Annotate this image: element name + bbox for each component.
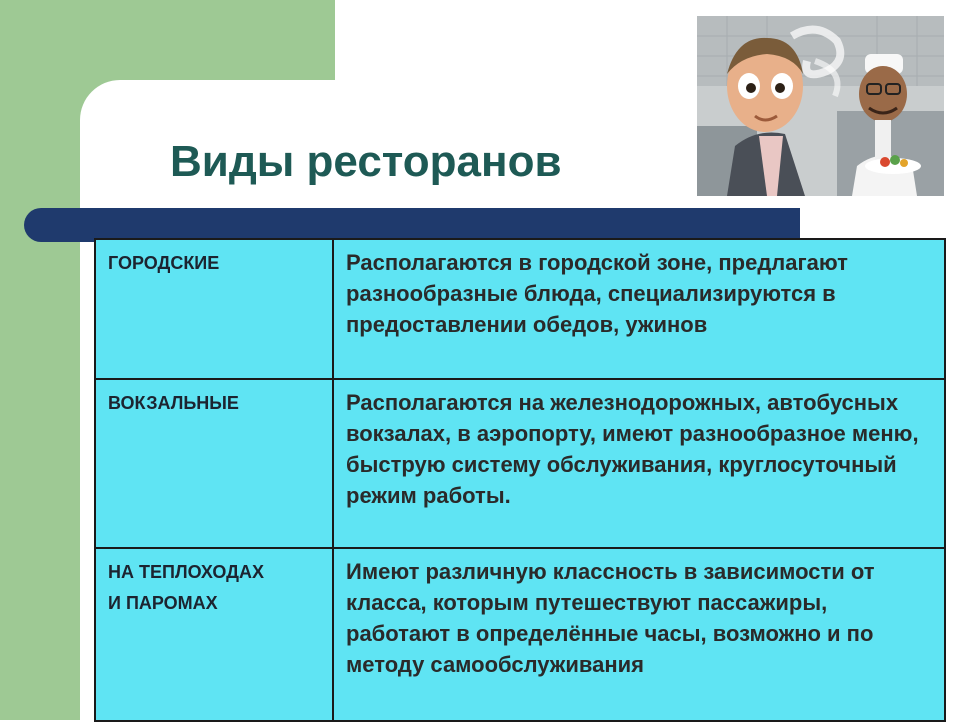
restaurant-description: Имеют различную классность в зависимости от класса, которым путешествуют пассажиры, работают в определённые часы, возможно и по методу самообслуживания: [346, 559, 875, 677]
restaurant-type-label: ВОКЗАЛЬНЫЕ: [108, 393, 239, 413]
table-row: [95, 548, 945, 721]
slide-title: Виды ресторанов: [170, 137, 562, 186]
description-cell: [333, 239, 945, 379]
description-cell: [333, 379, 945, 548]
description-cell: [333, 548, 945, 721]
navy-title-bar: [24, 208, 800, 242]
cartoon-chef-and-waiter-illustration: [697, 16, 944, 196]
type-cell: [95, 239, 333, 379]
restaurant-description: Располагаются в городской зоне, предлагают разнообразные блюда, специализируются в предоставлении обедов, ужинов: [346, 250, 848, 337]
restaurant-description: Располагаются на железнодорожных, автобусных вокзалах, в аэропорту, имеют разнообразное меню, быструю систему обслуживания, круглосуточный режим работы.: [346, 390, 919, 508]
table-row: [95, 239, 945, 379]
type-cell: [95, 379, 333, 548]
green-left-strip: [0, 0, 80, 720]
table-row: [95, 379, 945, 548]
restaurant-type-label: ГОРОДСКИЕ: [108, 253, 220, 273]
restaurant-type-label: НА ТЕПЛОХОДАХ И ПАРОМАХ: [108, 562, 265, 613]
type-cell: [95, 548, 333, 721]
restaurant-types-table: [94, 238, 946, 720]
